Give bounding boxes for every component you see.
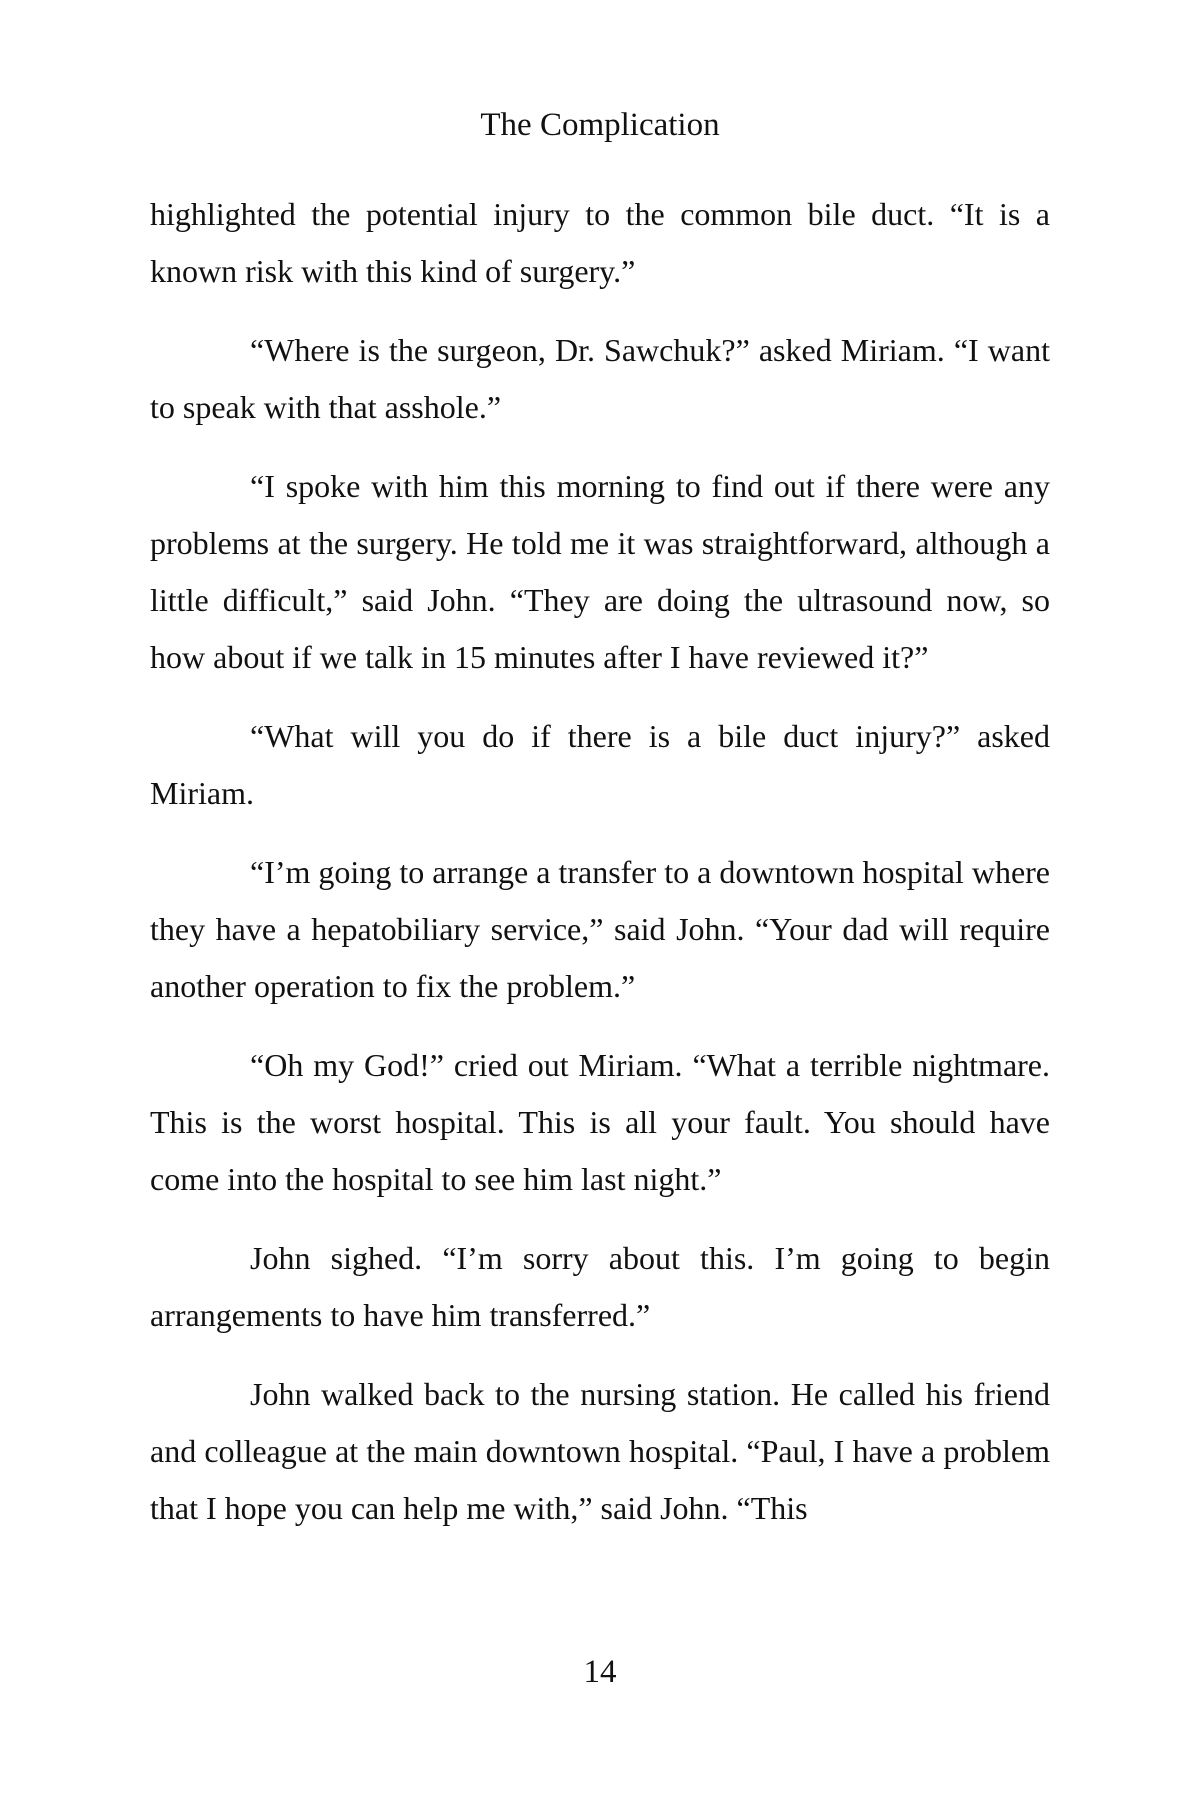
paragraph: “I’m going to arrange a transfer to a downtown hospital where they have a hepatobiliary service,” said John. “Your dad will require another operation to fix the problem.” [150,854,1050,1004]
paragraph: John walked back to the nursing station. He called his friend and colleague at the main downtown hospital. “Paul, I have a problem that I hope you can help me with,” said John. “This [150,1376,1050,1526]
paragraph-continuation: highlighted the potential injury to the common bile duct. “It is a known risk with this kind of surgery.” [150,196,1050,289]
paragraph: “Where is the surgeon, Dr. Sawchuk?” asked Miriam. “I want to speak with that asshole.” [150,332,1050,425]
running-header-title: The Complication [480,107,720,143]
paragraph: “Oh my God!” cried out Miriam. “What a terrible nightmare. This is the worst hospital. This is all your fault. You should have come into the hospital to see him last night.” [150,1047,1050,1197]
body-text [150,186,1050,1559]
paragraph: “What will you do if there is a bile duct injury?” asked Miriam. [150,718,1050,811]
page-number: 14 [583,1654,617,1690]
paragraph: “I spoke with him this morning to find out if there were any problems at the surgery. He told me it was straightforward, although a little difficult,” said John. “They are doing the ultrasound now, so how about if we talk in 15 minutes after I have reviewed it?” [150,468,1050,675]
paragraph: John sighed. “I’m sorry about this. I’m going to begin arrangements to have him transferred.” [150,1240,1050,1333]
